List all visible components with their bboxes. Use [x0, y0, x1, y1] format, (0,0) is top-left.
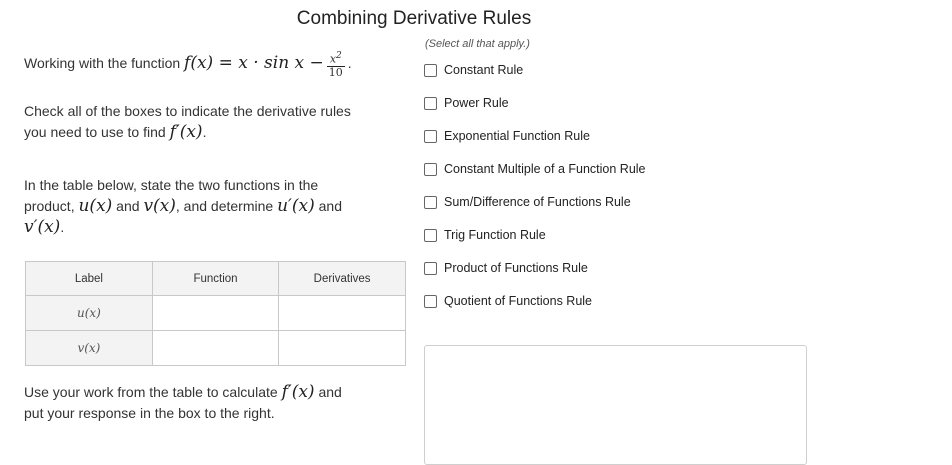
checkbox[interactable]	[424, 295, 437, 308]
math-du: u′(x)	[277, 196, 315, 216]
instruction-line1: Check all of the boxes to indicate the derivative rules	[24, 103, 351, 119]
instruction-math: f′(x)	[169, 122, 203, 142]
table-instruction-end: .	[60, 219, 65, 235]
table-instruction-and: and	[112, 198, 144, 214]
checkbox[interactable]	[424, 229, 437, 242]
final-instruction	[24, 382, 342, 424]
worksheet-table	[25, 261, 406, 366]
select-hint: (Select all that apply.)	[425, 38, 530, 50]
fraction-denominator: 10	[328, 65, 343, 79]
rule-option-sum-difference[interactable]	[424, 193, 631, 211]
derivative-cell-u[interactable]	[279, 296, 406, 331]
math-u: u(x)	[78, 196, 113, 216]
rule-label: Sum/Difference of Functions Rule	[444, 195, 631, 209]
header-derivatives: Derivatives	[279, 262, 406, 296]
intro-suffix: .	[347, 55, 352, 72]
rule-option-constant[interactable]	[424, 61, 523, 79]
final-line1b: and	[314, 384, 342, 400]
checkbox[interactable]	[424, 163, 437, 176]
derivative-cell-v[interactable]	[279, 331, 406, 366]
final-line1a: Use your work from the table to calculate	[24, 384, 282, 400]
final-line2: put your response in the box to the right.	[24, 405, 275, 421]
page-title: Combining Derivative Rules	[296, 8, 532, 29]
rule-label: Exponential Function Rule	[444, 129, 590, 143]
table-row	[26, 296, 406, 331]
intro-text	[24, 50, 352, 79]
rule-option-trig[interactable]	[424, 226, 546, 244]
header-label: Label	[26, 262, 153, 296]
answer-box[interactable]	[424, 345, 807, 465]
checkbox[interactable]	[424, 196, 437, 209]
rule-label: Trig Function Rule	[444, 228, 546, 242]
header-function: Function	[152, 262, 278, 296]
function-expression: f(x) = x · sin x −	[184, 53, 324, 74]
checkbox[interactable]	[424, 262, 437, 275]
table-instruction-determine: , and determine	[175, 198, 278, 214]
table-instruction-text	[24, 175, 342, 238]
math-v: v(x)	[143, 196, 176, 216]
row-label-v: v(x)	[26, 331, 153, 366]
instruction-end: .	[202, 124, 207, 140]
fraction	[327, 50, 345, 79]
function-cell-u[interactable]	[152, 296, 278, 331]
checkbox[interactable]	[424, 97, 437, 110]
rule-option-quotient[interactable]	[424, 292, 592, 310]
rule-option-power[interactable]	[424, 94, 509, 112]
rule-label: Constant Rule	[444, 63, 524, 77]
instruction-line2: you need to use to find	[24, 124, 170, 140]
intro-prefix: Working with the function	[24, 55, 185, 72]
instruction-text	[24, 101, 351, 143]
checkbox[interactable]	[424, 130, 437, 143]
table-header-row	[26, 262, 406, 296]
fraction-exponent: 2	[336, 51, 342, 61]
rule-option-constant-multiple[interactable]	[424, 160, 646, 178]
table-row	[26, 331, 406, 366]
rule-label: Product of Functions Rule	[444, 261, 588, 275]
table-instruction-and2: and	[314, 198, 342, 214]
checkbox[interactable]	[424, 64, 437, 77]
rule-label: Constant Multiple of a Function Rule	[444, 162, 646, 176]
rule-label: Power Rule	[444, 96, 509, 110]
final-math: f′(x)	[281, 382, 315, 402]
math-dv: v′(x)	[24, 217, 61, 237]
rule-option-exponential[interactable]	[424, 127, 590, 145]
function-cell-v[interactable]	[152, 331, 278, 366]
rule-label: Quotient of Functions Rule	[444, 294, 592, 308]
row-label-u: u(x)	[26, 296, 153, 331]
table-instruction-product: product,	[24, 198, 79, 214]
rule-option-product[interactable]	[424, 259, 588, 277]
fraction-numerator: x	[329, 52, 337, 66]
table-instruction-line1: In the table below, state the two functions in the	[24, 177, 319, 193]
